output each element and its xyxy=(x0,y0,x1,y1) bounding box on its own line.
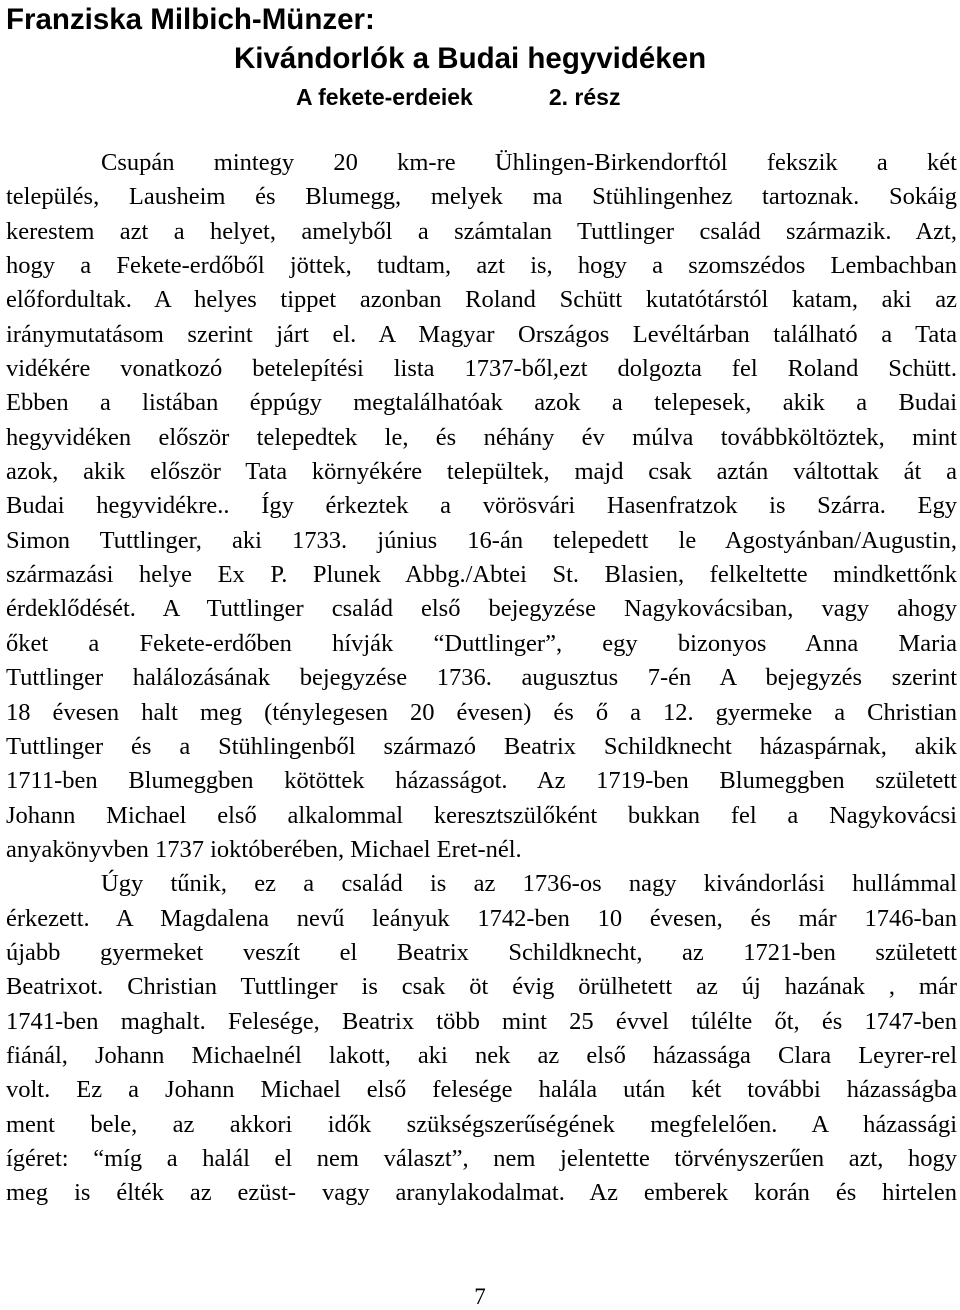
body-line: meg is élték az ezüst- vagy aranylakodalmat. Az emberek korán és hirtelen xyxy=(6,1179,957,1207)
body-line: hogy a Fekete-erdőből jöttek, tudtam, azt is, hogy a szomszédos Lembachban xyxy=(6,252,957,280)
body-line: Simon Tuttlinger, aki 1733. június 16-án telepedett le Agostyánban/Augustin, xyxy=(6,526,957,554)
body-line: Tuttlinger halálozásának bejegyzése 1736. augusztus 7-én A bejegyzés szerint xyxy=(6,664,957,692)
body-line: Tuttlinger és a Stühlingenből származó Beatrix Schildknecht házaspárnak, akik xyxy=(6,732,957,760)
body-line: 18 évesen halt meg (ténylegesen 20 évesen) és ő a 12. gyermeke a Christian xyxy=(6,698,957,726)
body-line: származási helye Ex P. Plunek Abbg./Abtei St. Blasien, felkeltette mindkettőnk xyxy=(6,561,957,589)
body-line: érkezett. A Magdalena nevű leányuk 1742-ben 10 évesen, és már 1746-ban xyxy=(6,904,957,932)
article-body xyxy=(6,146,957,1211)
body-line: 1741-ben maghalt. Felesége, Beatrix több mint 25 évvel túlélte őt, és 1747-ben xyxy=(6,1007,957,1035)
body-line: ment bele, az akkori idők szükségszerűségének megfelelően. A házassági xyxy=(6,1110,957,1138)
body-line: Beatrixot. Christian Tuttlinger is csak öt évig örülhetett az új hazának , már xyxy=(6,973,957,1001)
body-line: ígéret: “míg a halál el nem választ”, nem jelentette törvényszerűen azt, hogy xyxy=(6,1144,957,1172)
body-line: kerestem azt a helyet, amelyből a számtalan Tuttlinger család származik. Azt, xyxy=(6,217,957,245)
body-line: vidékére vonatkozó betelepítési lista 1737-ből,ezt dolgozta fel Roland Schütt. xyxy=(6,355,957,383)
part-label: 2. rész xyxy=(548,84,621,110)
body-line: Csupán mintegy 20 km-re Ühlingen-Birkendorftól fekszik a két xyxy=(101,149,957,176)
body-line: anyakönyvben 1737 ioktóberében, Michael Eret-nél. xyxy=(6,835,522,863)
body-line: Johann Michael első alkalommal keresztszülőként bukkan fel a Nagykovácsi xyxy=(6,801,957,829)
body-line: őket a Fekete-erdőben hívják “Duttlinger”, egy bizonyos Anna Maria xyxy=(6,629,957,657)
body-line: fiánál, Johann Michaelnél lakott, aki nek az első házassága Clara Leyrer-rel xyxy=(6,1041,957,1069)
subtitle-text: A fekete-erdeiek xyxy=(296,84,473,110)
article-subtitle xyxy=(296,82,620,112)
body-line: Úgy tűnik, ez a család is az 1736-os nagy kivándorlási hullámmal xyxy=(101,870,957,898)
body-line: iránymutatásom szerint járt el. A Magyar Országos Levéltárban található a Tata xyxy=(6,320,957,348)
body-line: volt. Ez a Johann Michael első felesége halála után két további házasságba xyxy=(6,1076,957,1104)
body-line: település, Lausheim és Blumegg, melyek ma Stühlingenhez tartoznak. Sokáig xyxy=(6,183,957,211)
article-title: Kivándorlók a Budai hegyvidéken xyxy=(234,42,707,75)
body-line: újabb gyermeket veszít el Beatrix Schildknecht, az 1721-ben született xyxy=(6,938,957,966)
body-line: 1711-ben Blumeggben kötöttek házasságot. Az 1719-ben Blumeggben született xyxy=(6,767,957,795)
body-line: előfordultak. A helyes tippet azonban Roland Schütt kutatótárstól katam, aki az xyxy=(6,286,957,314)
body-line: hegyvidéken először telepedtek le, és néhány év múlva továbbköltöztek, mint xyxy=(6,423,957,451)
author-heading: Franziska Milbich-Münzer: xyxy=(6,3,375,36)
page-number: 7 xyxy=(474,1284,486,1309)
body-line: érdeklődését. A Tuttlinger család első bejegyzése Nagykovácsiban, vagy ahogy xyxy=(6,595,957,623)
body-line: Ebben a listában éppúgy megtalálhatóak azok a telepesek, akik a Budai xyxy=(6,389,957,417)
body-line: azok, akik először Tata környékére települtek, majd csak aztán váltottak át a xyxy=(6,458,957,486)
body-line: Budai hegyvidékre.. Így érkeztek a vörösvári Hasenfratzok is Szárra. Egy xyxy=(6,492,957,520)
